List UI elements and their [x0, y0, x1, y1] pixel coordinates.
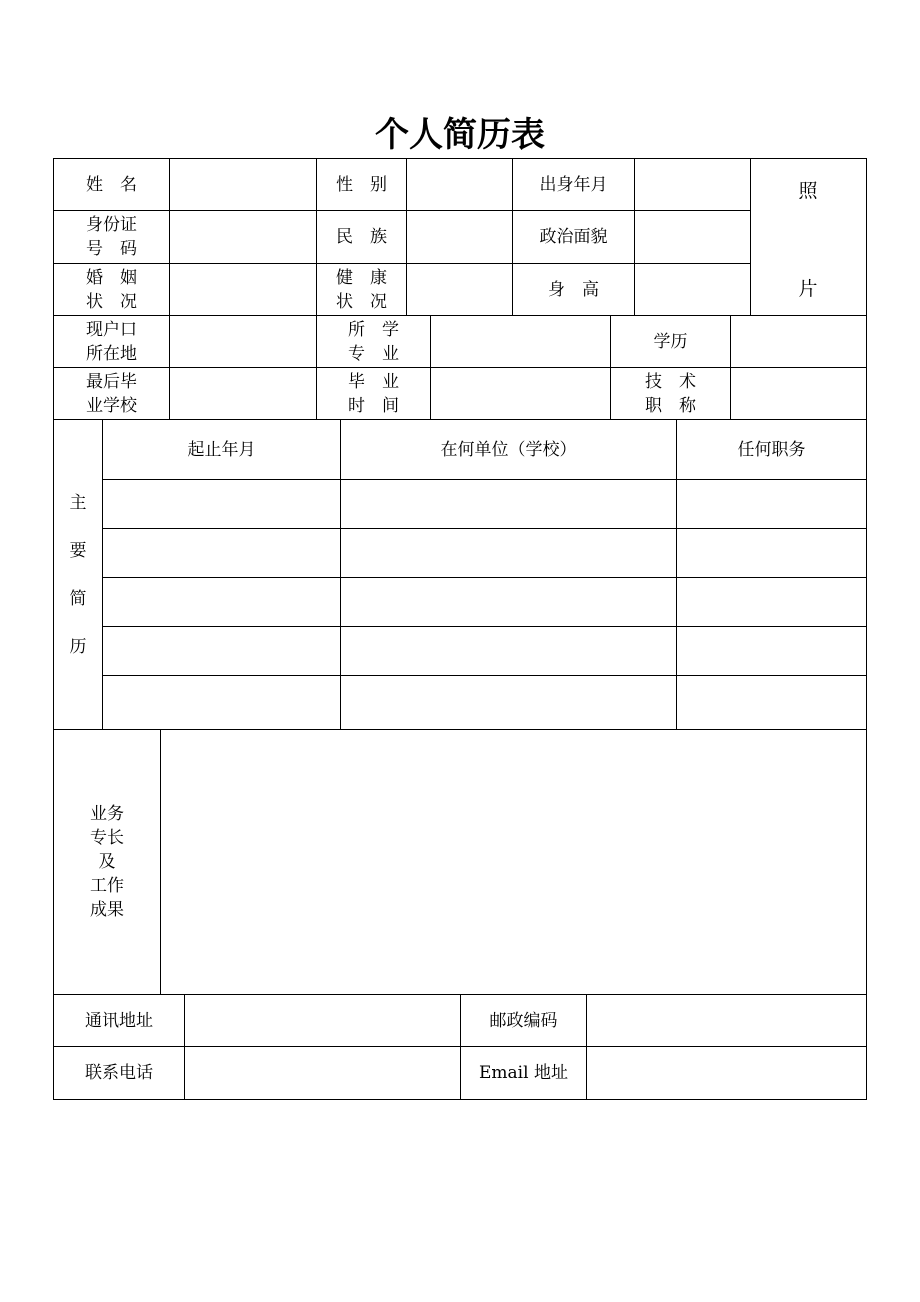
page-title: 个人简历表 [375, 115, 545, 155]
history-period-field[interactable] [103, 529, 340, 577]
history-position-field[interactable] [677, 676, 866, 729]
marital-status-label: 婚 姻 状 况 [86, 267, 137, 312]
history-position-field[interactable] [677, 578, 866, 626]
history-organization-field[interactable] [341, 578, 676, 626]
birth-label: 出身年月 [539, 174, 608, 195]
postcode-field[interactable] [587, 995, 866, 1046]
history-position-field[interactable] [677, 529, 866, 577]
history-organization-field[interactable] [341, 529, 676, 577]
postcode-label: 邮政编码 [489, 1010, 558, 1031]
name-field[interactable] [170, 159, 316, 210]
technical-title-label: 技 术 职 称 [645, 371, 696, 416]
gender-field[interactable] [407, 159, 512, 210]
history-period-field[interactable] [103, 578, 340, 626]
expertise-label: 业务 专长 及 工作 成果 [90, 804, 124, 920]
history-period-field[interactable] [103, 676, 340, 729]
history-header-position: 任何职务 [737, 439, 806, 460]
history-period-field[interactable] [103, 627, 340, 675]
history-organization-field[interactable] [341, 480, 676, 528]
table-border-right [866, 158, 867, 1100]
major-label: 所 学 专 业 [348, 319, 399, 364]
history-organization-field[interactable] [341, 627, 676, 675]
history-organization-field[interactable] [341, 676, 676, 729]
technical-title-field[interactable] [731, 368, 866, 419]
school-label: 最后毕 业学校 [86, 371, 137, 416]
name-label: 姓 名 [86, 174, 137, 195]
id-number-field[interactable] [170, 211, 316, 263]
height-label: 身 高 [548, 279, 599, 300]
birth-field[interactable] [635, 159, 750, 210]
gender-label: 性 别 [336, 174, 387, 195]
political-status-label: 政治面貌 [539, 227, 608, 247]
history-header-organization: 在何单位（学校） [440, 439, 577, 460]
graduation-time-label: 毕 业 时 间 [348, 371, 399, 416]
health-label: 健 康 状 况 [336, 267, 387, 312]
marital-status-field[interactable] [170, 264, 316, 315]
history-position-field[interactable] [677, 627, 866, 675]
table-border-bottom [53, 1099, 867, 1100]
photo-label-bottom: 片 [798, 278, 818, 300]
history-position-field[interactable] [677, 480, 866, 528]
history-period-field[interactable] [103, 480, 340, 528]
education-label: 学历 [653, 331, 688, 352]
school-field[interactable] [170, 368, 316, 419]
hukou-label: 现户口 所在地 [86, 319, 137, 364]
history-section-label: 主 要 简 历 [69, 492, 87, 657]
address-field[interactable] [185, 995, 460, 1046]
history-header-period: 起止年月 [187, 439, 256, 460]
address-label: 通讯地址 [85, 1010, 153, 1031]
ethnicity-label: 民 族 [336, 227, 387, 247]
email-label: Email 地址 [479, 1063, 568, 1083]
expertise-field[interactable] [161, 730, 866, 994]
ethnicity-field[interactable] [407, 211, 512, 263]
education-field[interactable] [731, 316, 866, 367]
hukou-field[interactable] [170, 316, 316, 367]
graduation-time-field[interactable] [431, 368, 610, 419]
photo-label-top: 照 [798, 180, 818, 202]
health-field[interactable] [407, 264, 512, 315]
id-number-label: 身份证 号 码 [86, 215, 137, 259]
political-status-field[interactable] [635, 211, 750, 263]
height-field[interactable] [635, 264, 750, 315]
phone-field[interactable] [185, 1047, 460, 1099]
phone-label: 联系电话 [85, 1063, 153, 1083]
major-field[interactable] [431, 316, 610, 367]
email-field[interactable] [587, 1047, 866, 1099]
